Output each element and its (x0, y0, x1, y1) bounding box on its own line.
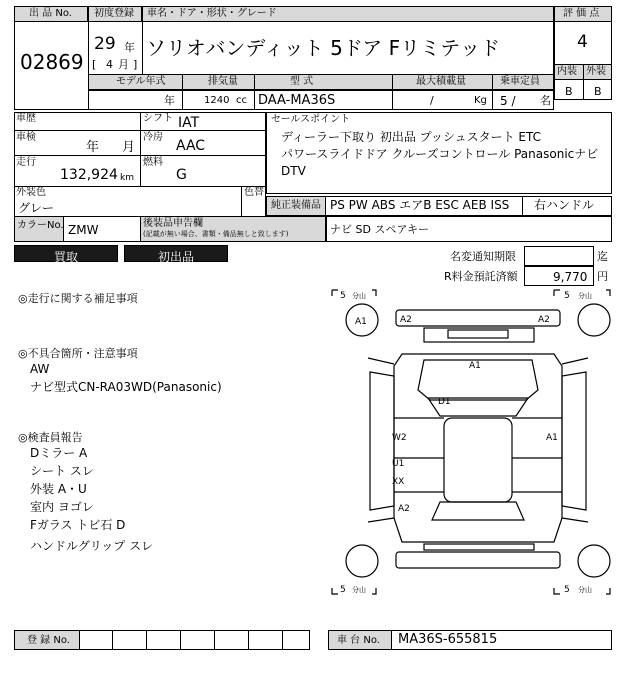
name-change-label: 名変通知期限 (450, 250, 516, 263)
capacity-unit: 名 (540, 94, 551, 107)
inspector-line: シート スレ (30, 464, 94, 478)
damage-mark: A1 (355, 317, 367, 327)
inspection-label: 車検 (16, 132, 36, 143)
damage-mark: A1 (546, 433, 558, 443)
sales-points-line-2: パワースライドドア クルーズコントロール Panasonicナビ (281, 147, 599, 161)
displacement-label: 排気量 (208, 76, 238, 87)
after-equip-label: 後装品申告欄 (143, 218, 203, 229)
history-label: 車歴 (16, 113, 36, 124)
color-no-value: ZMW (68, 223, 99, 237)
damage-mark: A2 (400, 315, 412, 325)
fuel-label: 燃料 (143, 157, 163, 168)
displacement-unit: cc (236, 95, 247, 106)
tire-br-value: 5 (564, 585, 570, 595)
max-load-label: 最大積載量 (416, 76, 466, 87)
after-equip-note: (記載が無い場合、書類・備品無しと致します) (143, 230, 289, 238)
recycle-label: R料金預託済額 (444, 270, 518, 283)
type-label: 型 式 (290, 76, 314, 87)
tire-tl-value: 5 (340, 291, 346, 301)
tire-bracket-br (554, 585, 610, 595)
wheel-front-right (578, 304, 610, 336)
tire-bl-unit: 分山 (352, 586, 366, 594)
capacity-value: 5 / (500, 94, 516, 108)
model-label-cell (142, 6, 554, 22)
purchase-badge-label: 買取 (53, 250, 78, 264)
color-value: グレー (18, 201, 55, 215)
mileage-value: 132,924 (60, 167, 118, 183)
inspector-notes-title: ◎検査員報告 (18, 431, 83, 444)
roof (444, 418, 512, 502)
tire-bracket-tl (332, 290, 376, 301)
reg-year: 29 (94, 34, 116, 54)
tire-tr-value: 5 (564, 291, 570, 301)
tire-bl-value: 5 (340, 585, 346, 595)
lot-number: 02869 (20, 50, 84, 74)
reg-no-label: 登 録 No. (27, 635, 70, 646)
damage-mark: D1 (438, 397, 451, 407)
first-listing-badge-label: 初出品 (157, 250, 194, 264)
reg-no-label-cell (14, 630, 80, 650)
sales-points-line-3: DTV (281, 164, 306, 178)
reg-year-unit: 年 (124, 41, 135, 54)
rear-window (432, 502, 524, 520)
type-value: DAA-MA36S (258, 93, 336, 108)
equipment-label-cell (266, 196, 326, 216)
front-bumper (396, 310, 560, 326)
lot-label-cell (14, 6, 88, 22)
wheel-rear-right (578, 545, 610, 577)
car-diagram (328, 286, 628, 608)
inspector-line: 室内 ヨゴレ (30, 500, 94, 514)
tire-tr-unit: 分山 (578, 292, 592, 300)
damage-mark: A2 (538, 315, 550, 325)
color-label: 外装色 (16, 187, 46, 198)
defect-line: ナビ型式CN-RA03WD(Panasonic) (30, 380, 222, 394)
tire-br-unit: 分山 (578, 586, 592, 594)
grade-value: 4 (577, 32, 588, 52)
damage-mark: A1 (469, 361, 481, 371)
grade-label: 評 価 点 (563, 8, 600, 19)
exterior-grade: B (594, 85, 602, 98)
exterior-label: 外装 (586, 66, 606, 77)
damage-mark: XX (392, 477, 405, 487)
max-load-value: / (430, 94, 434, 107)
interior-label: 内装 (557, 66, 577, 77)
inspector-line: Fガラス トビ石 D (30, 518, 126, 532)
inspection-year-unit: 年 (86, 140, 100, 155)
reg-month: 4 (106, 58, 113, 71)
ac-label: 冷房 (143, 132, 163, 143)
damage-mark: A2 (398, 504, 410, 514)
mileage-unit: km (120, 173, 134, 183)
fuel-value: G (176, 167, 187, 183)
model-label: 車名・ドア・形状・グレード (147, 8, 277, 19)
displacement-value: 1240 (204, 95, 230, 106)
reg-month-unit: 月 (118, 58, 129, 71)
inspection-month-unit: 月 (122, 140, 136, 155)
defect-line: AW (30, 362, 50, 376)
recycle-value: 9,770 (553, 270, 588, 284)
after-equip-items: ナビ SD スペアキー (330, 223, 430, 236)
model-name: ソリオバンディット 5ドア Fリミテッド (146, 36, 501, 60)
equipment-label: 純正装備品 (271, 200, 321, 211)
grade-label-cell (554, 6, 612, 22)
inspector-line: ハンドルグリップ スレ (30, 539, 154, 553)
inspector-line: 外装 A・U (30, 482, 87, 496)
max-load-unit: Kg (474, 95, 487, 106)
lot-label: 出 品 No. (29, 8, 72, 19)
recolor-label: 色替 (244, 187, 264, 198)
first-listing-badge (124, 245, 228, 262)
inspector-line: Dミラー A (30, 446, 88, 460)
sales-points-label: セールスポイント (271, 114, 351, 125)
wheel-rear-left (346, 545, 378, 577)
chassis-label-cell (328, 630, 392, 650)
mileage-label: 走行 (16, 157, 36, 168)
recycle-field (524, 266, 594, 286)
chassis-value: MA36S-655815 (398, 632, 498, 647)
color-no-label: カラーNo. (17, 220, 64, 231)
damage-mark: W2 (392, 433, 407, 443)
purchase-badge (14, 245, 118, 262)
sales-points-line-1: ディーラー下取り 初出品 プッシュスタート ETC (281, 130, 541, 144)
name-change-field (524, 246, 594, 266)
damage-mark: U1 (392, 459, 405, 469)
tire-tl-unit: 分山 (352, 292, 366, 300)
name-change-unit: 迄 (597, 250, 608, 263)
capacity-label: 乗車定員 (500, 76, 540, 87)
color-no-label-cell (14, 216, 64, 242)
steering-value: 右ハンドル (534, 198, 595, 212)
first-reg-label: 初度登録 (94, 8, 134, 19)
tire-bracket-bl (332, 585, 376, 595)
driving-notes-title: ◎走行に関する補足事項 (18, 292, 138, 305)
recycle-unit: 円 (597, 270, 608, 283)
shift-value: IAT (178, 115, 200, 131)
defect-notes-title: ◎不具合箇所・注意事項 (18, 347, 138, 360)
ac-value: AAC (176, 138, 206, 154)
equipment-items: PS PW ABS エアB ESC AEB ISS (330, 198, 510, 212)
tire-bracket-tr (554, 290, 610, 301)
shift-label: シフト (143, 113, 173, 124)
interior-grade: B (565, 85, 573, 98)
rear-bumper (396, 552, 560, 568)
model-year-label: モデル年式 (116, 76, 166, 87)
model-year-unit: 年 (164, 94, 175, 107)
chassis-label: 車 台 No. (337, 635, 380, 646)
first-reg-label-cell (88, 6, 142, 22)
